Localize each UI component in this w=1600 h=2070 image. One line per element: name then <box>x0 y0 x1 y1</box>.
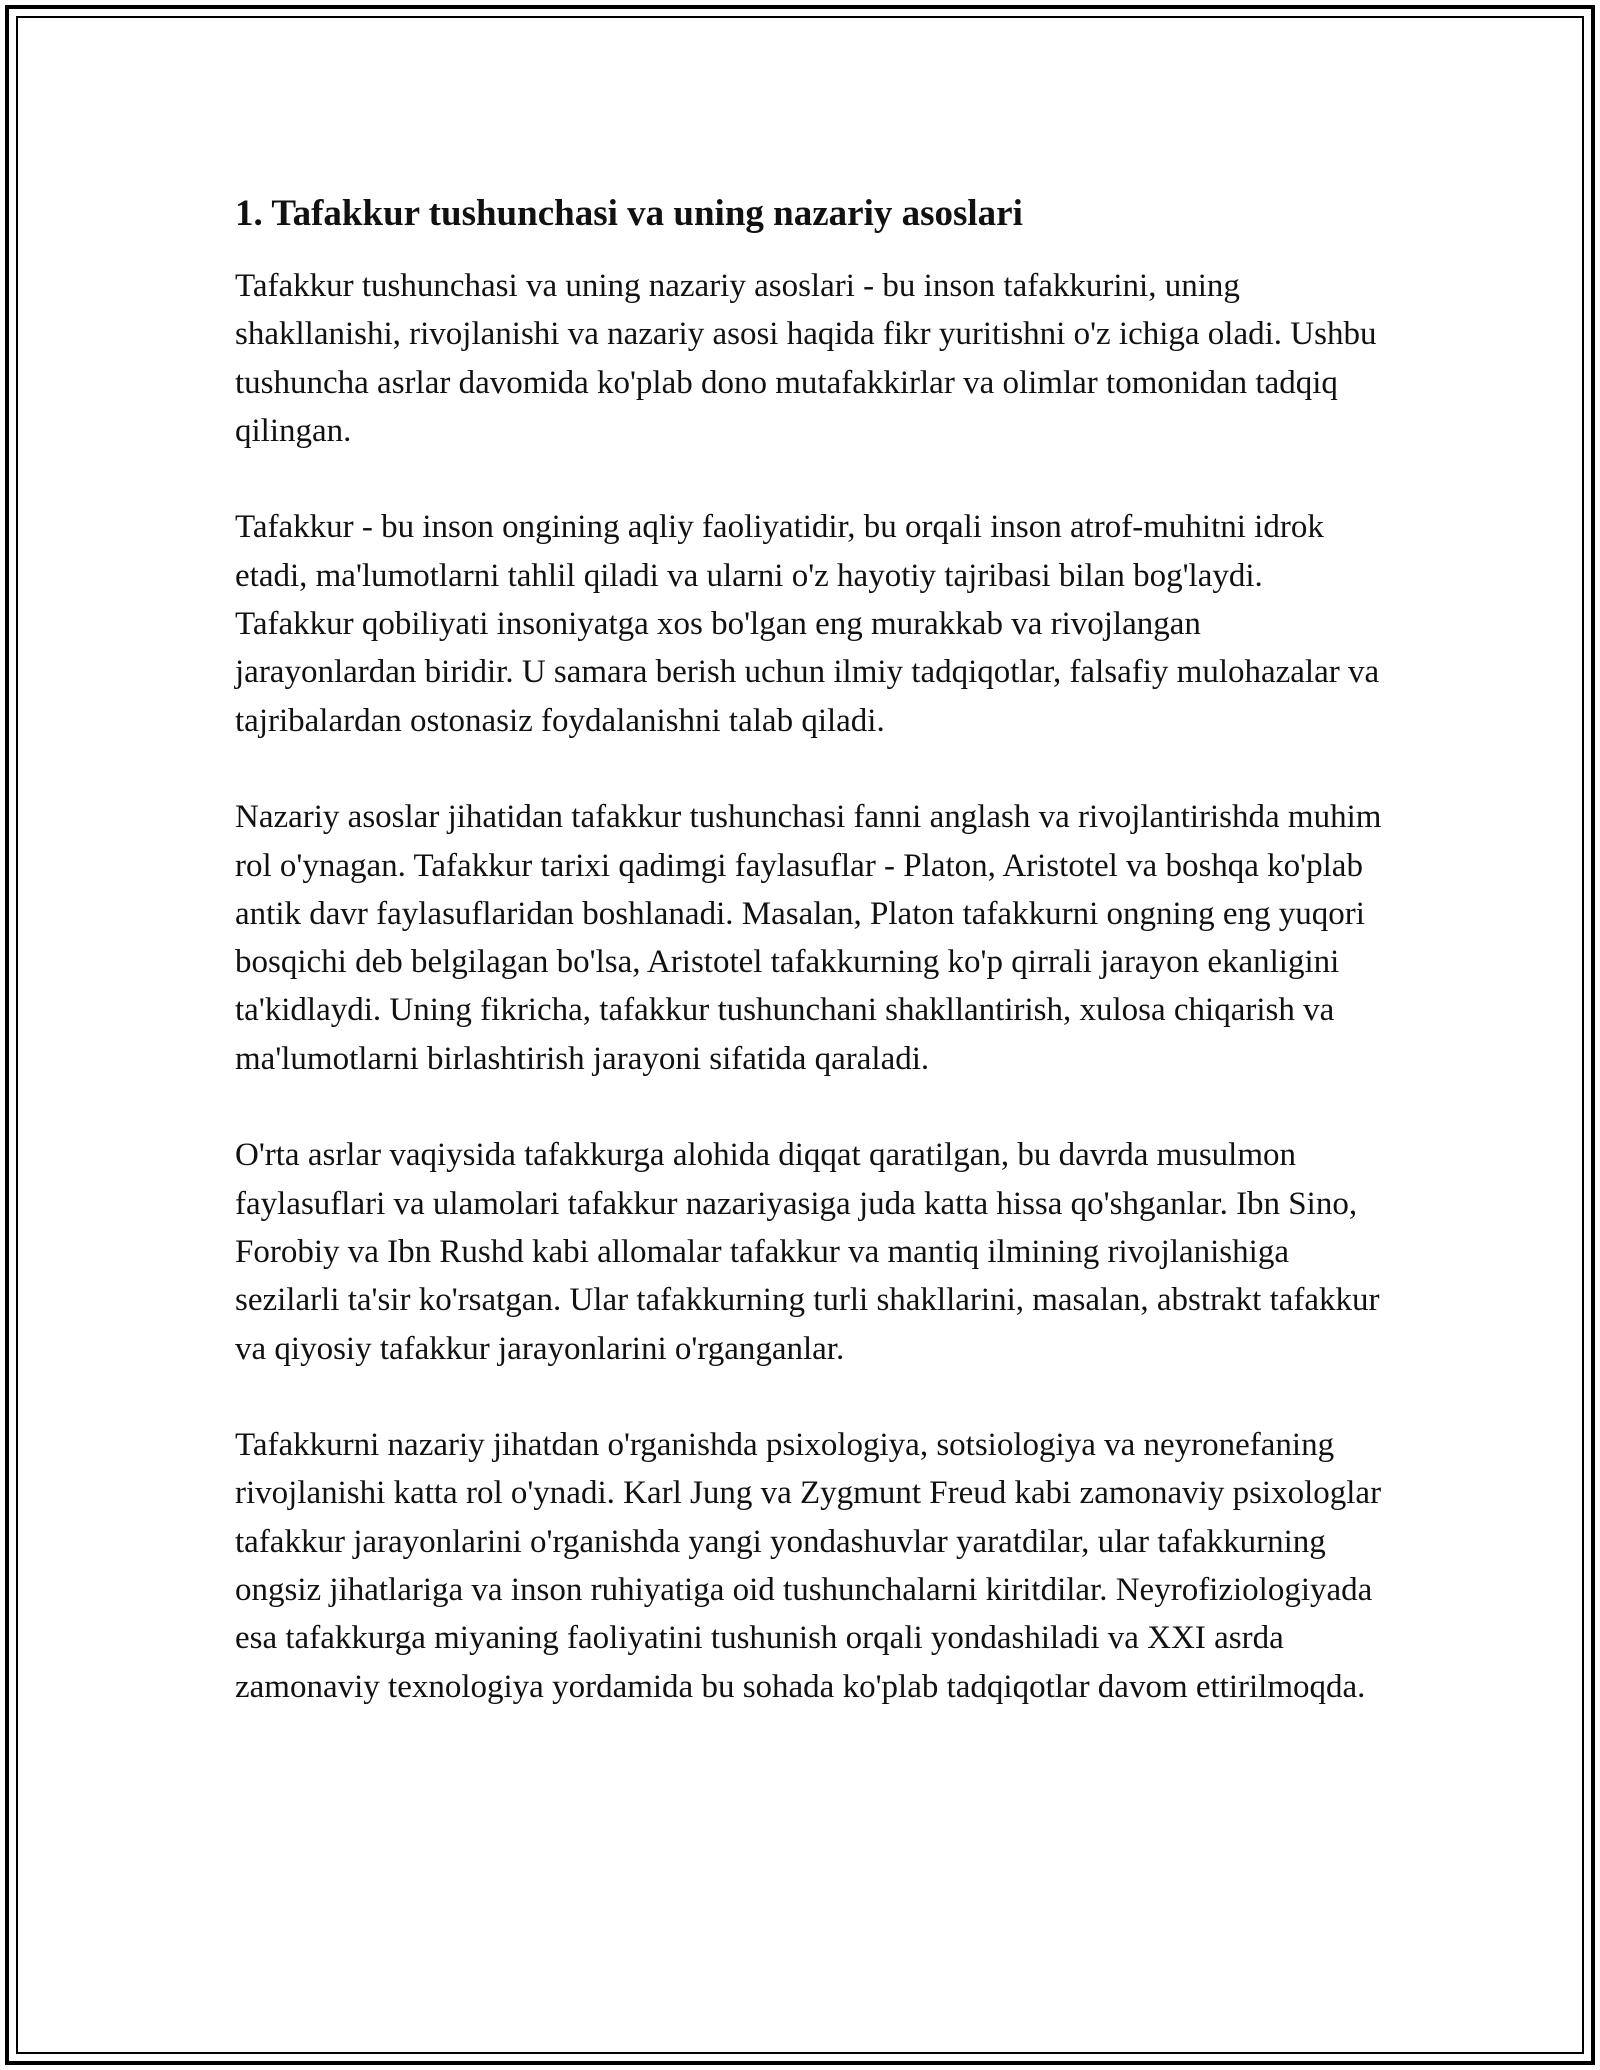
paragraph: Tafakkurni nazariy jihatdan o'rganishda psixologiya, sotsiologiya va neyronefaning rivojlanishi katta rol o'ynadi. Karl Jung va Zygmunt Freud kabi zamonaviy psixologlar tafakkur jarayonlarini o'rganishda yangi yondashuvlar yaratdilar, ular tafakkurning ongsiz jihatlariga va inson ruhiyatiga oid tushunchalarni kiritdilar. Neyrofiziologiyada esa tafakkurga miyaning faoliyatini tushunish orqali yondashiladi va XXI asrda zamonaviy texnologiya yordamida bu sohada ko'plab tadqiqotlar davom ettirilmoqda. <box>235 1427 1382 1705</box>
section-title: 1. Tafakkur tushunchasi va uning nazariy asoslari <box>235 193 1023 234</box>
paragraph: Tafakkur tushunchasi va uning nazariy asoslari - bu inson tafakkurini, uning shakllanishi, rivojlanishi va nazariy asosi haqida fikr yuritishni o'z ichiga oladi. Ushbu tushuncha asrlar davomida ko'plab dono mutafakkirlar va olimlar tomonidan tadqiq qilingan. <box>235 268 1377 449</box>
paragraph: Nazariy asoslar jihatidan tafakkur tushunchasi fanni anglash va rivojlantirishda muhim rol o'ynagan. Tafakkur tarixi qadimgi faylasuflar - Platon, Aristotel va boshqa ko'plab antik davr faylasuflaridan boshlanadi. Masalan, Platon tafakkurni ongning eng yuqori bosqichi deb belgilagan bo'lsa, Aristotel tafakkurning ko'p qirrali jarayon ekanligini ta'kidlaydi. Uning fikricha, tafakkur tushunchani shakllantirish, xulosa chiqarish va ma'lumotlarni birlashtirish jarayoni sifatida qaraladi. <box>235 799 1382 1077</box>
document-body <box>235 190 1385 1711</box>
paragraph: Tafakkur - bu inson ongining aqliy faoliyatidir, bu orqali inson atrof-muhitni idrok etadi, ma'lumotlarni tahlil qiladi va ularni o'z hayotiy tajribasi bilan bog'laydi. Tafakkur qobiliyati insoniyatga xos bo'lgan eng murakkab va rivojlangan jarayonlardan biridir. U samara berish uchun ilmiy tadqiqotlar, falsafiy mulohazalar va tajribalardan ostonasiz foydalanishni talab qiladi. <box>235 509 1380 739</box>
paragraph: O'rta asrlar vaqiysida tafakkurga alohida diqqat qaratilgan, bu davrda musulmon faylasuflari va ulamolari tafakkur nazariyasiga juda katta hissa qo'shganlar. Ibn Sino, Forobiy va Ibn Rushd kabi allomalar tafakkur va mantiq ilmining rivojlanishiga sezilarli ta'sir ko'rsatgan. Ular tafakkurning turli shakllarini, masalan, abstrakt tafakkur va qiyosiy tafakkur jarayonlarini o'rganganlar. <box>235 1137 1380 1367</box>
